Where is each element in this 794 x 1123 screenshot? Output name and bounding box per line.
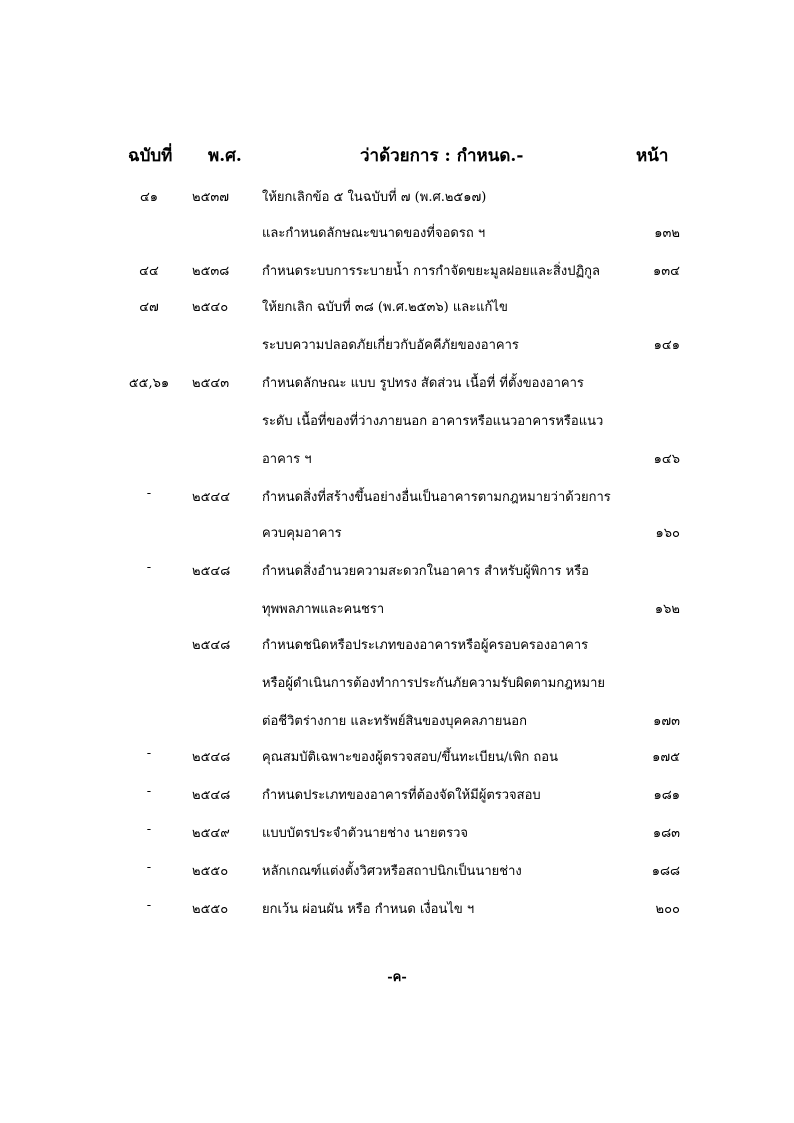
entry-year: ๒๕๔๘ (192, 638, 231, 653)
entry-page-number: ๑๘๑ (653, 788, 680, 803)
header-col-page: หน้า (636, 146, 669, 166)
entry-page-number: ๑๔๖ (653, 452, 680, 467)
entry-subject: และกำหนดลักษณะขนาดของที่จอดรถ ฯ (262, 226, 486, 241)
entry-year: ๒๕๕๐ (192, 902, 229, 917)
entry-subject: อาคาร ฯ (262, 452, 312, 467)
entry-subject: กำหนดชนิดหรือประเภทของอาคารหรือผู้ครอบครองอาคาร (262, 638, 589, 653)
entry-number: - (146, 860, 152, 875)
entry-year: ๒๕๔๙ (192, 826, 230, 841)
entry-subject: กำหนดสิ่งที่สร้างขึ้นอย่างอื่นเป็นอาคารตามกฎหมายว่าด้วยการ (262, 490, 611, 505)
entry-page-number: ๑๔๑ (653, 338, 680, 353)
entry-subject: หรือผู้ดำเนินการต้องทำการประกันภัยความรับผิดตามกฎหมาย (262, 676, 605, 691)
entry-subject: กำหนดประเภทของอาคารที่ต้องจัดให้มีผู้ตรวจสอบ (262, 788, 541, 803)
entry-subject: ยกเว้น ผ่อนผัน หรือ กำหนด เงื่อนไข ฯ (262, 902, 475, 917)
header-col-subject: ว่าด้วยการ : กำหนด.- (360, 146, 524, 166)
header-col-number: ฉบับที่ (128, 146, 173, 166)
entry-year: ๒๕๔๘ (192, 788, 231, 803)
entry-page-number: ๑๗๓ (653, 714, 680, 729)
entry-page-number: ๒๐๐ (655, 902, 680, 917)
entry-subject: หลักเกณฑ์แต่งตั้งวิศวหรือสถาปนิกเป็นนายช่าง (262, 864, 522, 879)
entry-year: ๒๕๓๘ (192, 264, 230, 279)
entry-number: - (146, 560, 152, 575)
entry-subject: ระบบความปลอดภัยเกี่ยวกับอัคคีภัยของอาคาร (262, 338, 519, 353)
entry-subject: กำหนดลักษณะ แบบ รูปทรง สัดส่วน เนื้อที่ ที่ตั้งของอาคาร (262, 376, 584, 391)
entry-subject: คุณสมบัติเฉพาะของผู้ตรวจสอบ/ขึ้นทะเบียน/เพิก ถอน (262, 750, 558, 765)
entry-number: ๔๑ (139, 190, 159, 205)
entry-subject: ต่อชีวิตร่างกาย และทรัพย์สินของบุคคลภายนอก (262, 714, 527, 729)
entry-subject: กำหนดสิ่งอำนวยความสะดวกในอาคาร สำหรับผู้พิการ หรือ (262, 564, 589, 579)
entry-year: ๒๕๔๓ (192, 376, 230, 391)
entry-page-number: ๑๘๓ (652, 826, 680, 841)
entry-page-number: ๑๖๒ (654, 602, 680, 617)
entry-page-number: ๑๓๒ (654, 226, 680, 241)
entry-number: - (146, 784, 152, 799)
entry-number: - (146, 746, 152, 761)
entry-number: - (146, 822, 152, 837)
header-col-year: พ.ศ. (208, 146, 242, 166)
entry-year: ๒๕๔๔ (192, 490, 231, 505)
entry-subject: ให้ยกเลิกข้อ ๕ ในฉบับที่ ๗ (พ.ศ.๒๕๑๗) (262, 190, 487, 205)
entry-number: - (146, 486, 152, 501)
entry-year: ๒๕๕๐ (192, 864, 229, 879)
entry-number: ๕๕,๖๑ (128, 376, 170, 391)
entry-subject: กำหนดระบบการระบายน้ำ การกำจัดขยะมูลฝอยและสิ่งปฏิกูล (262, 264, 601, 279)
entry-subject: ทุพพลภาพและคนชรา (262, 602, 385, 617)
entry-subject: ควบคุมอาคาร (262, 526, 342, 541)
entry-page-number: ๑๓๔ (653, 264, 680, 279)
entry-page-number: ๑๗๕ (652, 750, 680, 765)
entry-subject: แบบบัตรประจำตัวนายช่าง นายตรวจ (262, 826, 468, 841)
entry-year: ๒๕๔๘ (192, 564, 231, 579)
entry-page-number: ๑๘๘ (651, 864, 680, 879)
page-marker: -ค- (387, 970, 407, 985)
entry-subject: ระดับ เนื้อที่ของที่ว่างภายนอก อาคารหรือแนวอาคารหรือแนว (262, 414, 604, 429)
entry-year: ๒๕๔๘ (192, 750, 231, 765)
entry-page-number: ๑๖๐ (655, 526, 680, 541)
entry-number: ๔๔ (139, 264, 159, 279)
entry-year: ๒๕๔๐ (192, 300, 229, 315)
entry-number: ๔๗ (139, 300, 159, 315)
entry-number: - (146, 898, 152, 913)
entry-subject: ให้ยกเลิก ฉบับที่ ๓๘ (พ.ศ.๒๕๓๖) และแก้ไข (262, 300, 508, 315)
entry-year: ๒๕๓๗ (192, 190, 230, 205)
